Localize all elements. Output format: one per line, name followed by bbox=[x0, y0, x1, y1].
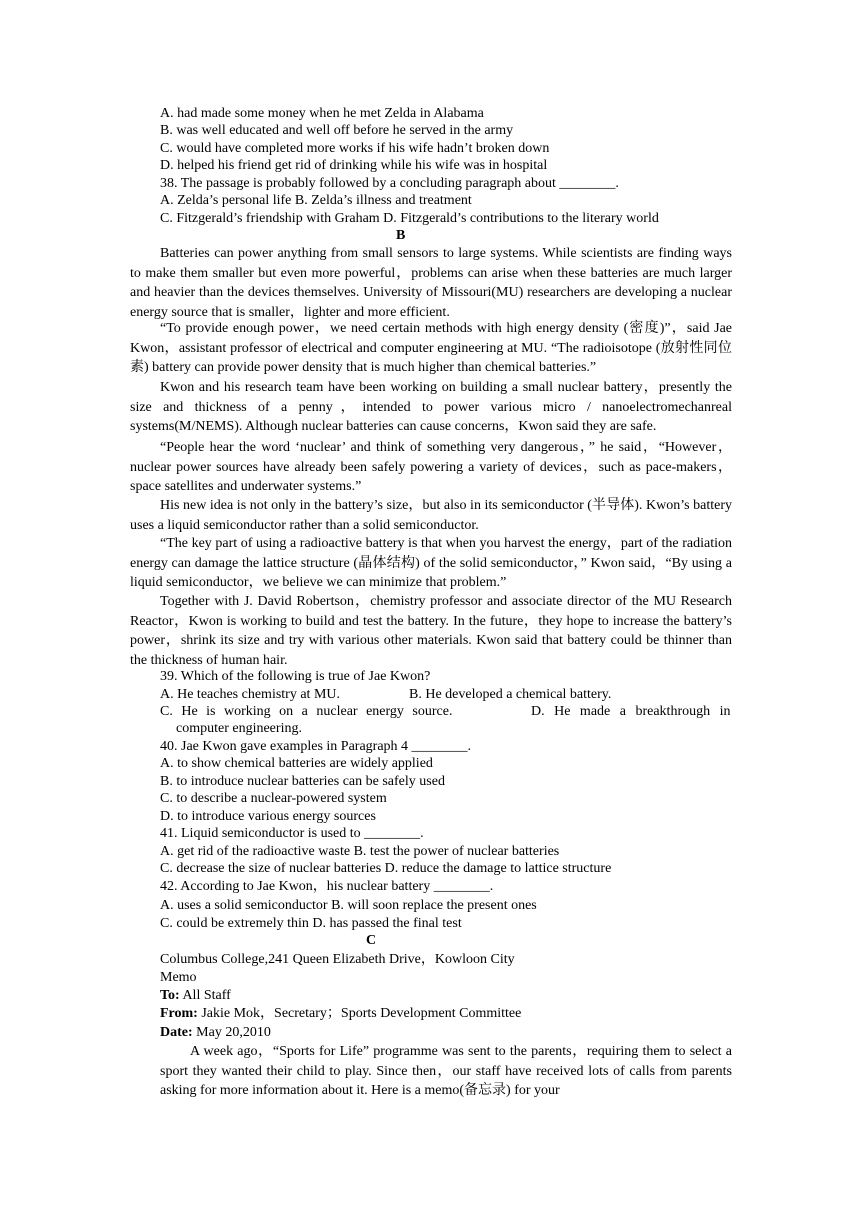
q39-option-c: C. He is working on a nuclear energy source. bbox=[160, 704, 453, 719]
q39-option-d: D. He made a breakthrough in bbox=[531, 704, 731, 719]
q41-options-cd: C. decrease the size of nuclear batteries D. reduce the damage to lattice structure bbox=[160, 861, 612, 876]
q38-options-ab: A. Zelda’s personal life B. Zelda’s illness and treatment bbox=[160, 193, 472, 208]
memo-date-value: May 20,2010 bbox=[192, 1025, 271, 1040]
q40-stem: 40. Jae Kwon gave examples in Paragraph 4 ________. bbox=[160, 739, 472, 754]
q41-stem: 41. Liquid semiconductor is used to ________. bbox=[160, 826, 424, 841]
memo-date-line bbox=[160, 1024, 271, 1041]
q41-options-ab: A. get rid of the radioactive waste B. test the power of nuclear batteries bbox=[160, 844, 560, 859]
section-b-heading: B bbox=[396, 228, 406, 243]
section-b-paragraph-6: “The key part of using a radioactive battery is that when you harvest the energy，part of the radiation energy can damage the lattice structure (晶体结构) of the solid semiconductor，” Kwon said，“By using a liquid semiconductor，we believe we can minimize that problem.” bbox=[130, 536, 732, 591]
q40-option-b: B. to introduce nuclear batteries can be safely used bbox=[160, 774, 445, 789]
section-c-heading: C bbox=[366, 933, 377, 948]
q37-option-b: B. was well educated and well off before he served in the army bbox=[160, 123, 514, 138]
section-b-paragraph-1: Batteries can power anything from small sensors to large systems. While scientists are finding ways to make them smaller but even more powerful，problems can arise when these batteries are much larger and heavier than the devices themselves. University of Missouri(MU) researchers are developing a nuclear energy source that is smaller，lighter and more efficient. bbox=[130, 246, 732, 320]
q40-option-a: A. to show chemical batteries are widely applied bbox=[160, 756, 433, 771]
memo-to-label: To: bbox=[160, 988, 180, 1003]
q37-option-d: D. helped his friend get rid of drinking while his wife was in hospital bbox=[160, 158, 548, 173]
section-b-paragraph-4: “People hear the word ‘nuclear’ and think of something very dangerous，” he said，“However，nuclear power sources have already been safely powering a variety of devices，such as pace-makers，space satellites and underwater systems.” bbox=[130, 440, 732, 495]
memo-title: Memo bbox=[160, 970, 197, 985]
q38-options-cd: C. Fitzgerald’s friendship with Graham D. Fitzgerald’s contributions to the literary world bbox=[160, 211, 659, 226]
memo-date-label: Date: bbox=[160, 1025, 193, 1040]
q42-options-ab: A. uses a solid semiconductor B. will soon replace the present ones bbox=[160, 898, 537, 913]
memo-to-line bbox=[160, 987, 231, 1004]
q37-option-a: A. had made some money when he met Zelda in Alabama bbox=[160, 106, 484, 121]
q38-stem: 38. The passage is probably followed by a concluding paragraph about ________. bbox=[160, 176, 619, 191]
section-b-paragraph-7: Together with J. David Robertson，chemistry professor and associate director of the MU Research Reactor，Kwon is working to build and test the battery. In the future，they hope to increase the battery’s power，shrink its size and try with various other materials. Kwon said that battery could be thinner than the thickness of human hair. bbox=[130, 594, 732, 668]
memo-to-value: All Staff bbox=[179, 988, 231, 1003]
memo-from-value: Jakie Mok，Secretary；Sports Development Committee bbox=[197, 1006, 522, 1021]
q39-option-a: A. He teaches chemistry at MU. bbox=[160, 687, 340, 702]
section-b-paragraph-3: Kwon and his research team have been working on building a small nuclear battery，presently the size and thickness of a penny，intended to power various micro / nanoelectromechanreal systems(M/NEMS). Although nuclear batteries can cause concerns，Kwon said they are safe. bbox=[130, 380, 732, 435]
memo-from-line bbox=[160, 1005, 521, 1022]
q40-option-c: C. to describe a nuclear-powered system bbox=[160, 791, 387, 806]
q42-stem: 42. According to Jae Kwon，his nuclear battery ________. bbox=[160, 879, 494, 894]
q39-option-d-continued: computer engineering. bbox=[176, 721, 302, 736]
q37-option-c: C. would have completed more works if his wife hadn’t broken down bbox=[160, 141, 550, 156]
q39-option-b: B. He developed a chemical battery. bbox=[409, 687, 612, 702]
q40-option-d: D. to introduce various energy sources bbox=[160, 809, 376, 824]
section-b-paragraph-2: “To provide enough power，we need certain methods with high energy density (密度)”，said Jae Kwon，assistant professor of electrical and computer engineering at MU. “The radioisotope (放射性同位素) battery can provide power density that is much higher than chemical batteries.” bbox=[130, 321, 732, 376]
memo-paragraph: A week ago，“Sports for Life” programme was sent to the parents，requiring them to select a sport they wanted their child to play. Since then，our staff have received lots of calls from parents asking for more information about it. Here is a memo(备忘录) for your bbox=[160, 1044, 732, 1099]
memo-address: Columbus College,241 Queen Elizabeth Drive，Kowloon City bbox=[160, 952, 515, 967]
q39-stem: 39. Which of the following is true of Jae Kwon? bbox=[160, 669, 431, 684]
section-b-paragraph-5: His new idea is not only in the battery’s size，but also in its semiconductor (半导体). Kwon’s battery uses a liquid semiconductor rather than a solid semiconductor. bbox=[130, 498, 732, 533]
q42-options-cd: C. could be extremely thin D. has passed the final test bbox=[160, 916, 462, 931]
memo-from-label: From: bbox=[160, 1006, 198, 1021]
